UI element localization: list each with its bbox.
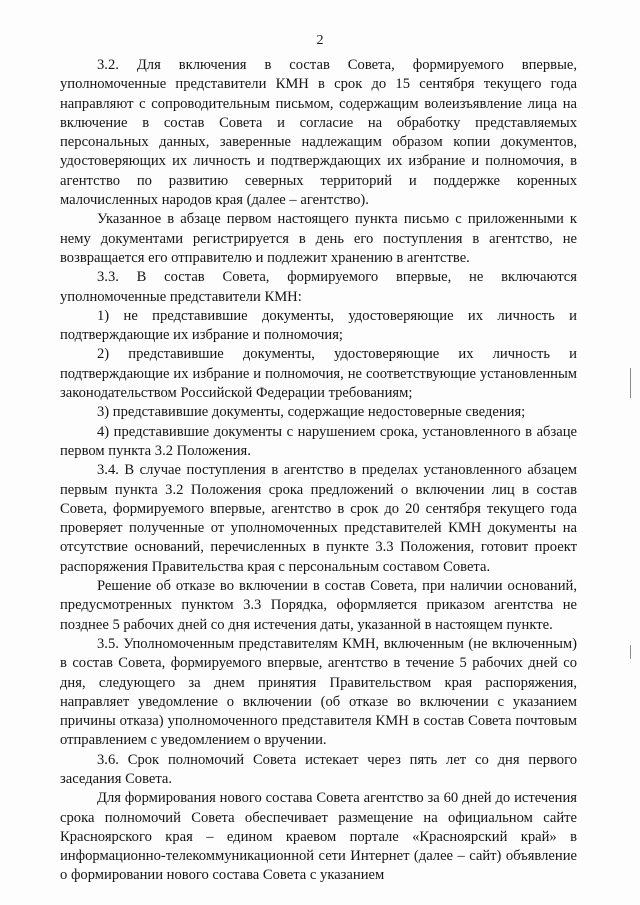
list-item-3-3-3: 3) представившие документы, содержащие недостоверные сведения; xyxy=(97,404,526,421)
paragraph-letter-registration: Указанное в абзаце первом настоящего пункта письмо с приложенными к нему документами регистрируется в день его поступления в агентство, не возвращается его отправителю и подлежит хранению в агентстве. xyxy=(60,211,577,266)
list-item-3-3-4: 4) представившие документы с нарушением срока, установленного в абзаце первом пункта 3.2 Положения. xyxy=(60,423,577,459)
paragraph-refusal-decision: Решение об отказе во включении в состав Совета, при наличии оснований, предусмотренных пунктом 3.3 Порядка, оформляется приказом агентства не позднее 5 рабочих дней со дня истечения даты, указанной в настоящем пункте. xyxy=(60,578,577,633)
paragraph-3-6: 3.6. Срок полномочий Совета истекает через пять лет со дня первого заседания Совета. xyxy=(60,751,577,787)
paragraph-3-2: 3.2. Для включения в состав Совета, формируемого впервые, уполномоченные представители КМН в срок до 15 сентября текущего года направляют с сопроводительным письмом, содержащим волеизъявление лица на включение в состав Совета и согласие на обработку представляемых персональных данных, заверенные надлежащим образом копии документов, удостоверяющих их личность и подтверждающих их избрание и полномочия, в агентство по развитию северных территорий и поддержке коренных малочисленных народов края (далее – агентство). xyxy=(60,57,577,209)
document-body xyxy=(60,56,577,886)
scan-edge-mark xyxy=(630,368,631,398)
paragraph-3-5: 3.5. Уполномоченным представителям КМН, включенным (не включенным) в состав Совета, формируемого впервые, агентство в течение 5 рабочих дней со дня, следующего за днем принятия Правительством края распоряжения, направляет уведомление о включении (об отказе во включении с указанием причины отказа) уполномоченного представителя КМН в состав Совета почтовым отправлением с уведомлением о вручении. xyxy=(60,635,577,749)
scan-edge-mark xyxy=(630,645,631,659)
paragraph-3-3: 3.3. В состав Совета, формируемого впервые, не включаются уполномоченные представители КМН: xyxy=(60,269,577,305)
page-number: 2 xyxy=(316,33,324,48)
paragraph-3-4: 3.4. В случае поступления в агентство в пределах установленного абзацем первым пункта 3.2 Положения срока предложений о включении лиц в состав Совета, формируемого впервые, агентство в срок до 20 сентября текущего года проверяет полученные от уполномоченных представителей КМН документы на отсутствие оснований, перечисленных в пункте 3.3 Положения, готовит проект распоряжения Правительства края с персональным составом Совета. xyxy=(60,462,577,575)
paragraph-new-council: Для формирования нового состава Совета агентство за 60 дней до истечения срока полномочий Совета обеспечивает размещение на официальном сайте Красноярского края – едином краевом портале «Красноярский край» в информационно-телекоммуникационной сети Интернет (далее – сайт) объявление о формировании нового состава Совета с указанием xyxy=(60,790,577,884)
list-item-3-3-1: 1) не представившие документы, удостоверяющие их личность и подтверждающие их избрание и полномочия; xyxy=(60,307,577,344)
list-item-3-3-2: 2) представившие документы, удостоверяющие их личность и подтверждающие их избрание и полномочия, не соответствующие установленным законодательством Российской Федерации требованиям; xyxy=(60,346,577,402)
